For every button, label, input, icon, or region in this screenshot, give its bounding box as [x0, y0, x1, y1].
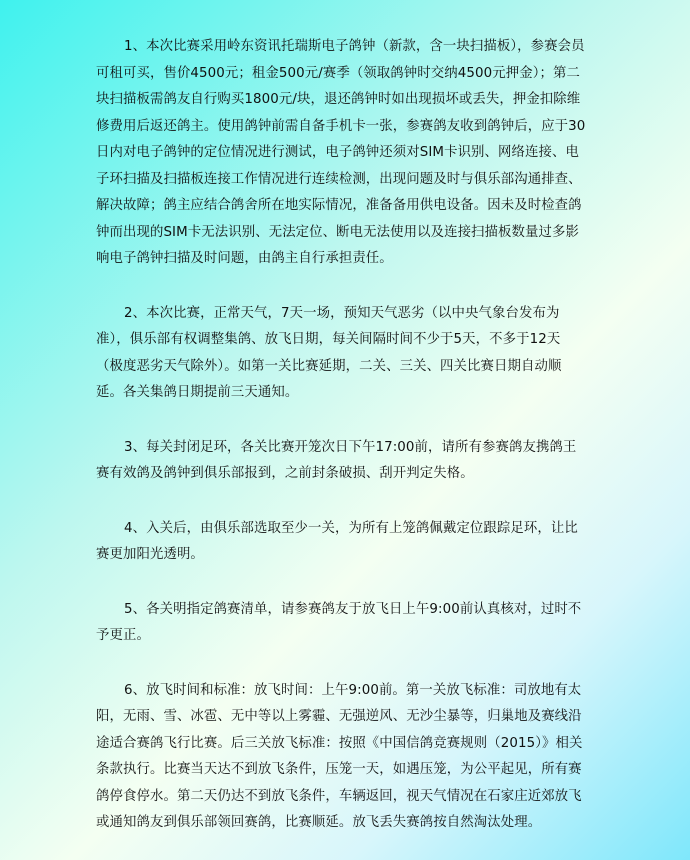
rule-paragraph-2: 2、本次比赛，正常天气，7天一场，预知天气恶劣（以中央气象台发布为准），俱乐部有权调整集鸽、放飞日期，每关间隔时间不少于5天，不多于12天（极度恶劣天气除外）。如第一关比赛延期，二关、三关、四关比赛日期自动顺延。各关集鸽日期提前三天通知。 — [96, 305, 562, 400]
rule-paragraph-4: 4、入关后，由俱乐部选取至少一关，为所有上笼鸽佩戴定位跟踪足环，让比赛更加阳光透明。 — [96, 520, 578, 562]
rule-paragraph-6: 6、放飞时间和标准：放飞时间：上午9:00前。第一关放飞标准：司放地有太阳，无雨、雪、冰雹、无中等以上雾霾、无强逆风、无沙尘暴等，归巢地及赛线沿途适合赛鸽飞行比赛。后三关放飞标准：按照《中国信鸽竞赛规则（2015）》相关条款执行。比赛当天达不到放飞条件，压笼一天，如遇压笼，为公平起见，所有赛鸽停食停水。第二天仍达不到放飞条件，车辆返回，视天气情况在石家庄近郊放飞或通知鸽友到俱乐部领回赛鸽，比赛顺延。放飞丢失赛鸽按自然淘汰处理。 — [96, 682, 583, 830]
rule-paragraph-5: 5、各关明指定鸽赛清单，请参赛鸽友于放飞日上午9:00前认真核对，过时不予更正。 — [96, 601, 582, 643]
rule-paragraph-1: 1、本次比赛采用岭东资讯托瑞斯电子鸽钟（新款，含一块扫描板），参赛会员可租可买，售价4500元；租金500元/赛季（领取鸽钟时交纳4500元押金）；第二块扫描板需鸽友自行购买1800元/块，退还鸽钟时如出现损坏或丢失，押金扣除维修费用后返还鸽主。使用鸽钟前需自备手机卡一张，参赛鸽友收到鸽钟后，应于30日内对电子鸽钟的定位情况进行测试，电子鸽钟还须对SIM卡识别、网络连接、电子环扫描及扫描板连接工作情况进行连续检测，出现问题及时与俱乐部沟通排查、解决故障；鸽主应结合鸽舍所在地实际情况，准备备用供电设备。因未及时检查鸽钟而出现的SIM卡无法识别、无法定位、断电无法使用以及连接扫描板数量过多影响电子鸽钟扫描及时问题，由鸽主自行承担责任。 — [96, 39, 586, 266]
rule-paragraph-3: 3、每关封闭足环，各关比赛开笼次日下午17:00前，请所有参赛鸽友携鸽王赛有效鸽及鸽钟到俱乐部报到，之前封条破损、刮开判定失格。 — [96, 439, 577, 481]
